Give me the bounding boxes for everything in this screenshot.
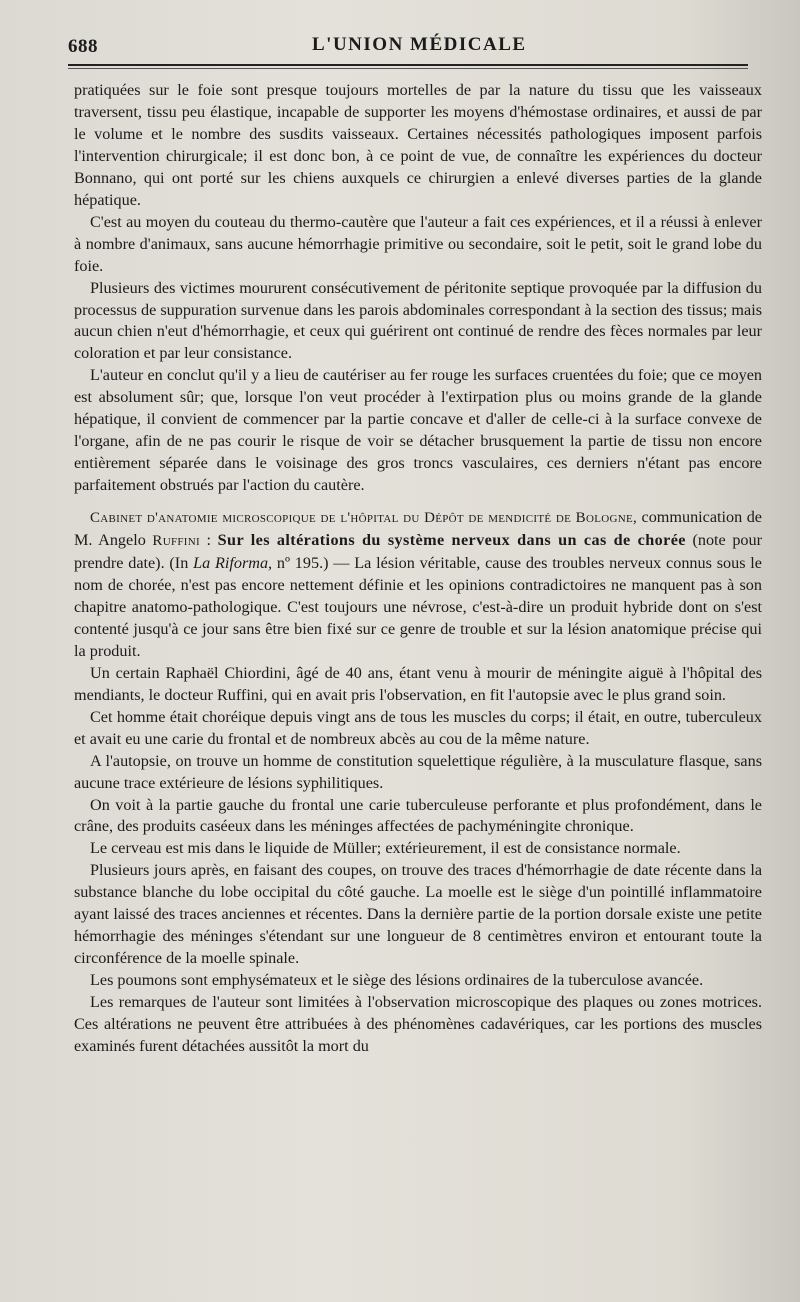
paragraph: Le cerveau est mis dans le liquide de Müller; extérieurement, il est de consistance normale. [90,839,681,858]
article-paragraph [74,507,762,663]
paragraph: A l'autopsie, on trouve un homme de constitution squelettique régulière, à la musculature flasque, sans aucune trace extérieure de lésions syphilitiques. [74,751,762,792]
paragraph: Cet homme était choréique depuis vingt ans de tous les muscles du corps; il était, en outre, tuberculeux et avait eu une carie du frontal et de nombreux abcès au cou de la même nature. [74,707,762,748]
paragraph: On voit à la partie gauche du frontal une carie tuberculeuse perforante et plus profondément, dans le crâne, des produits caséeux dans les méninges affectées de pachyméningite chronique. [74,795,762,836]
header-rule-thin [68,68,748,69]
article-title: Sur les altérations du système nerveux dans un cas de chorée [217,531,686,550]
paragraph: Les poumons sont emphysémateux et le siège des lésions ordinaires de la tuberculose avancée. [90,971,704,990]
section-gap [74,497,762,507]
article-heading: Cabinet d'anatomie microscopique de l'hôpital du Dépôt de mendicité de Bologne, [90,510,638,527]
after-title: (note pour prendre date). (In [74,531,762,573]
paragraph: Plusieurs jours après, en faisant des coupes, on trouve des traces d'hémorrhagie de date récente dans la substance blanche du lobe occipital du côté gauche. La moelle est le siège d'un pointillé inflammatoire ayant laissé des traces anciennes et récentes. Dans la dernière partie de la portion dorsale existe une petite hémorrhagie des méninges s'étendant sur une longueur de 8 centimètres environ et entourant toute la circonférence de la moelle spinale. [74,861,762,968]
page-header [68,30,748,60]
page-number: 688 [68,36,98,57]
body-text [74,80,762,1058]
running-title: L'UNION MÉDICALE [312,34,527,55]
paragraph: Plusieurs des victimes moururent consécutivement de péritonite septique provoquée par la diffusion du processus de suppuration survenue dans les parois abdominales correspondant à la section des tissus; mais aucun chien n'eut d'hémorrhagie, et ceux qui guérirent ont continué de rendre des fèces normales par leur coloration et par leur consistance. [74,278,762,363]
article-author: Ruffini [152,533,200,550]
paragraph: L'auteur en conclut qu'il y a lieu de cautériser au fer rouge les surfaces cruentées du foie; que ce moyen est absolument sûr; que, lorsque l'on veut procéder à l'extirpation plus ou moins grande de la glande hépatique, il convient de commencer par la partie concave et d'aller de celle-ci à la surface convexe de l'organe, afin de ne pas courir le risque de voir se détacher brusquement la partie de tissu non encore entièrement séparée dans le voisinage des gros troncs vasculaires, ces derniers n'étant pas encore parfaitement obstrués par l'action du cautère. [74,366,762,495]
colon: : [199,531,218,550]
article-lead: nº 195.) — La lésion véritable, cause des troubles nerveux connus sous le nom de chorée, n'est pas encore nettement définie et les opinions contradictoires ne manquent pas à son chapitre anatomo-pathologique. C'est toujours une névrose, c'est-à-dire un produit hybride dont on s'est contenté jusqu'à ce jour sans être bien fixé sur ce genre de trouble et sur la lésion anatomique précise qui la produit. [74,554,762,660]
paragraph: pratiquées sur le foie sont presque toujours mortelles de par la nature du tissu que les vaisseaux traversent, tissu peu élastique, incapable de supporter les moyens d'hémostase ordinaires, et aussi de par le volume et le nombre des susdits vaisseaux. Certaines nécessités pathologiques imposent parfois l'intervention chirurgicale; il est donc bon, à ce point de vue, de connaître les expériences du docteur Bonnano, qui ont porté sur les chiens auxquels ce chirurgien a enlevé diverses parties de la glande hépatique. [74,81,762,209]
paragraph: Un certain Raphaël Chiordini, âgé de 40 ans, étant venu à mourir de méningite aiguë à l'hôpital des mendiants, le docteur Ruffini, qui en avait pris l'observation, en fit l'autopsie avec le plus grand soin. [74,663,762,704]
comm-prefix: communication de M. Angelo [74,508,762,550]
paragraph: Les remarques de l'auteur sont limitées à l'observation microscopique des plaques ou zones motrices. Ces altérations ne peuvent être attribuées à des phénomènes cadavériques, car les portions des muscles examinés furent détachées aussitôt la mort du [74,993,762,1055]
header-rule [68,64,748,66]
paragraph: C'est au moyen du couteau du thermo-cautère que l'auteur a fait ces expériences, et il a réussi à enlever à nombre d'animaux, sans aucune hémorrhagie primitive ou secondaire, soit le petit, soit le grand lobe du foie. [74,212,762,275]
journal-name: La Riforma, [193,554,273,573]
